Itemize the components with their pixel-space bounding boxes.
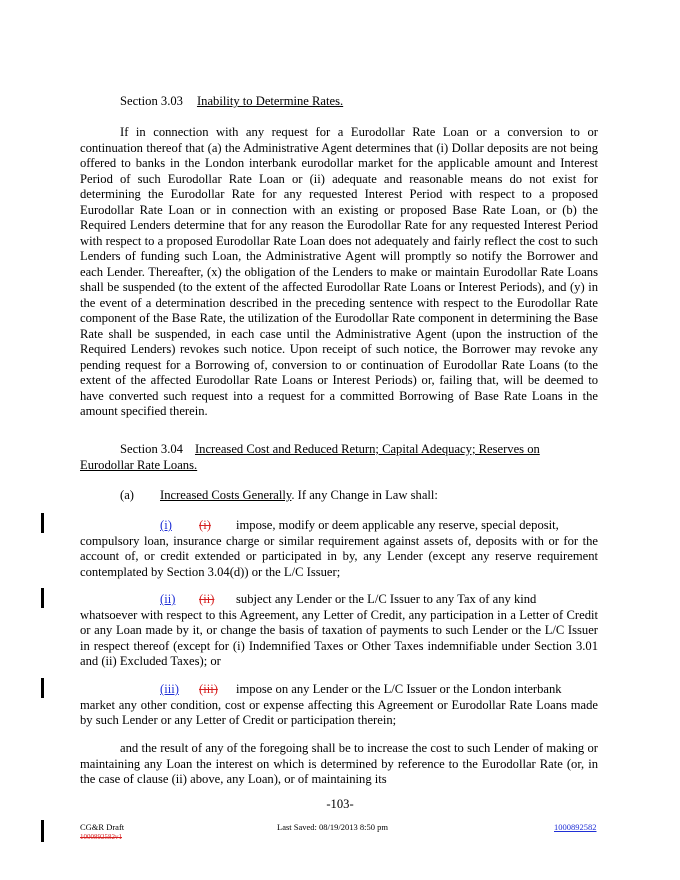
page-number: -103- <box>326 797 354 811</box>
subsection-a <box>120 488 600 504</box>
clause-ii-old-marker: (ii) <box>199 592 215 606</box>
subsection-a-rest: . If any Change in Law shall: <box>291 488 438 502</box>
section-303-title: Inability to Determine Rates. <box>196 94 344 108</box>
clause-i-first-line: impose, modify or deem applicable any reserve, special deposit, <box>236 518 559 532</box>
clause-ii-first-line: subject any Lender or the L/C Issuer to any Tax of any kind <box>236 592 537 606</box>
clause-ii-new-marker: (ii) <box>160 592 176 606</box>
change-bar <box>41 513 44 533</box>
clause-iii-first-line: impose on any Lender or the L/C Issuer or the London interbank <box>236 682 562 696</box>
clause-i <box>80 518 598 580</box>
section-303-heading <box>120 94 600 110</box>
subsection-a-label: (a) <box>120 488 134 502</box>
clause-i-new-marker: (i) <box>160 518 172 532</box>
section-304-number: Section 3.04 <box>120 442 183 456</box>
clause-i-rest: compulsory loan, insurance charge or similar requirement against assets of, deposits with or for the account of, or credit extended or participated in by, any Lender (except any reserve requirement contemplated by Section 3.04(d)) or the L/C Issuer; <box>80 533 598 579</box>
change-bar <box>41 588 44 608</box>
section-303-paragraph: If in connection with any request for a Eurodollar Rate Loan or a conversion to or continuation thereof that (a) the Administrative Agent determines that (i) Dollar deposits are not being offered to banks in the London interbank eurodollar market for the applicable amount and Interest Period of such Eurodollar Rate Loan or (ii) adequate and reasonable means do not exist for determining the Eurodollar Rate for any requested Interest Period with respect to a proposed Eurodollar Rate Loan or in connection with an existing or proposed Base Rate Loan, or (b) the Required Lenders determine that for any reason the Eurodollar Rate for any requested Interest Period with respect to a proposed Eurodollar Rate Loan does not adequately and fairly reflect the cost to such Lenders of funding such Loan, the Administrative Agent will promptly so notify the Borrower and each Lender. Thereafter, (x) the obligation of the Lenders to make or maintain Eurodollar Rate Loans shall be suspended (to the extent of the affected Eurodollar Rate Loans or Interest Periods), and (y) in the event of a determination described in the preceding sentence with respect to the Eurodollar Rate component of the Base Rate, the utilization of the Eurodollar Rate component in determining the Base Rate shall be suspended, in each case until the Administrative Agent (upon the instruction of the Required Lenders) revokes such notice. Upon receipt of such notice, the Borrower may revoke any pending request for a Borrowing of, conversion to or continuation of Eurodollar Rate Loans (to the extent of the affected Eurodollar Rate Loans or Interest Periods) or, failing that, will be deemed to have converted such request into a request for a committed Borrowing of Base Rate Loans in the amount specified therein. <box>80 125 598 418</box>
document-id-link[interactable]: 1000892582 <box>554 822 597 832</box>
clause-iii <box>80 682 598 729</box>
clause-iii-new-marker: (iii) <box>160 682 179 696</box>
clause-ii <box>80 592 598 670</box>
section-304-title: Increased Cost and Reduced Return; Capital Adequacy; Reserves on Eurodollar Rate Loans. <box>80 442 540 472</box>
change-bar <box>41 820 44 842</box>
closing-paragraph: and the result of any of the foregoing shall be to increase the cost to such Lender of making or maintaining any Loan the interest on which is determined by reference to the Eurodollar Rate (or, in the case of clause (ii) above, any Loan), or of maintaining its <box>80 741 598 786</box>
clause-ii-rest: whatsoever with respect to this Agreement, any Letter of Credit, any participation in a Letter of Credit or any Loan made by it, or change the basis of taxation of payments to such Lender or the L/C Issuer in respect thereof (except for (i) Indemnified Taxes or Other Taxes indemnifiable under Section 3.01 and (ii) Excluded Taxes); or <box>80 607 598 668</box>
clause-iii-rest: market any other condition, cost or expense affecting this Agreement or Eurodollar Rate Loans made by such Lender or any Letter of Credit or participation therein; <box>80 697 598 727</box>
subsection-a-title: Increased Costs Generally <box>160 488 292 502</box>
clause-iii-old-marker: (iii) <box>199 682 218 696</box>
clause-i-old-marker: (i) <box>199 518 211 532</box>
last-saved: Last Saved: 08/19/2013 8:50 pm <box>277 822 388 832</box>
section-303-number: Section 3.03 <box>120 94 183 108</box>
draft-label: CG&R Draft <box>80 822 125 832</box>
change-bar <box>41 678 44 698</box>
old-document-id: 1000892582v1 <box>80 833 122 841</box>
section-304-heading <box>80 442 580 473</box>
